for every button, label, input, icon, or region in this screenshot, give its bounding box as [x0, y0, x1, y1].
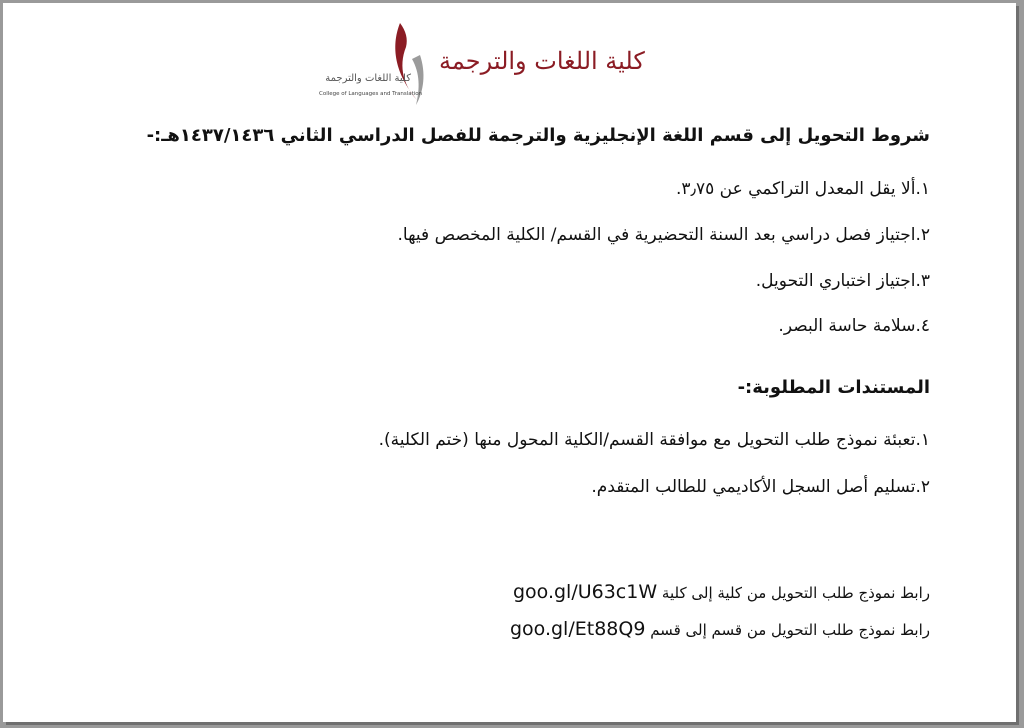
link-url-college[interactable]: goo.gl/U63c1W: [512, 581, 658, 603]
logo-english-text: College of Languages and Translation: [319, 91, 423, 97]
condition-item-4: ٤.سلامة حاسة البصر.: [778, 316, 930, 336]
document-item-1: ١.تعبئة نموذج طلب التحويل مع موافقة القسم/الكلية المحول منها (ختم الكلية).: [378, 430, 930, 450]
conditions-heading: شروط التحويل إلى قسم اللغة الإنجليزية والترجمة للفصل الدراسي الثاني ١٤٣٧/١٤٣٦هـ:-: [146, 125, 930, 146]
document-item-2: ٢.تسليم أصل السجل الأكاديمي للطالب المتقدم.: [591, 477, 930, 497]
condition-item-3: ٣.اجتياز اختباري التحويل.: [755, 271, 930, 291]
condition-item-1: ١.ألا يقل المعدل التراكمي عن ٣٫٧٥.: [675, 179, 930, 199]
condition-item-2: ٢.اجتياز فصل دراسي بعد السنة التحضيرية في القسم/ الكلية المخصص فيها.: [397, 225, 930, 245]
document-page: [3, 3, 1016, 722]
link-url-department[interactable]: goo.gl/Et88Q9: [509, 618, 646, 640]
logo-arabic-text: كلية اللغات والترجمة: [325, 73, 411, 84]
link-row-college: [513, 581, 930, 603]
link-row-department: [510, 618, 930, 640]
link-label: رابط نموذج طلب التحويل من قسم إلى قسم: [650, 621, 930, 639]
documents-heading: المستندات المطلوبة:-: [737, 377, 930, 398]
link-label: رابط نموذج طلب التحويل من كلية إلى كلية: [661, 584, 930, 602]
college-name: كلية اللغات والترجمة: [439, 47, 645, 75]
